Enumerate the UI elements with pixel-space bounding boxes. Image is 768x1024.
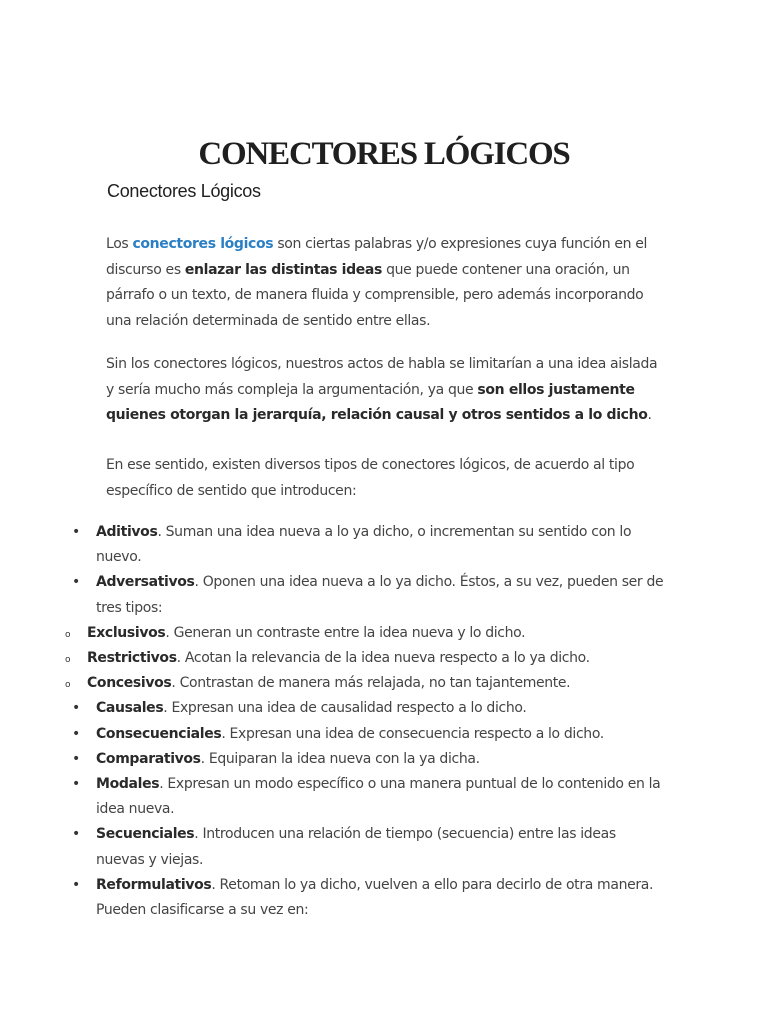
item-desc: . Contrastan de manera más relajada, no tan tajantemente. — [171, 675, 571, 692]
sub-list-item — [0, 646, 667, 671]
item-term: Restrictivos — [87, 650, 177, 667]
item-term: Adversativos — [96, 574, 195, 591]
sub-list-item — [0, 671, 667, 696]
conectores-link[interactable]: conectores lógicos — [132, 236, 274, 252]
list-item — [0, 873, 666, 923]
intro-paragraph — [106, 232, 666, 334]
list-item — [0, 822, 666, 872]
item-term: Secuenciales — [96, 826, 195, 843]
item-term: Modales — [96, 776, 160, 793]
item-term: Causales — [96, 700, 164, 717]
list-item — [0, 747, 666, 772]
item-desc: . Acotan la relevancia de la idea nueva respecto a lo ya dicho. — [176, 650, 590, 667]
section-heading: Conectores Lógicos — [107, 181, 261, 201]
item-desc: . Equiparan la idea nueva con la ya dicha. — [200, 750, 480, 767]
list-item — [0, 520, 666, 570]
item-term: Comparativos — [96, 750, 201, 767]
item-desc: . Retoman lo ya dicho, vuelven a ello para decirlo de otra manera. Pueden clasificarse a su vez en: — [96, 876, 654, 919]
text: Sin los conectores lógicos, nuestros actos de habla se limitarían a una idea aislada y sería mucho más compleja la argumentación, ya que — [106, 356, 658, 398]
third-paragraph: En ese sentido, existen diversos tipos de conectores lógicos, de acuerdo al tipo específico de sentido que introducen: — [106, 457, 635, 499]
text: Los — [106, 236, 133, 252]
item-desc: . Suman una idea nueva a lo ya dicho, o incrementan su sentido con lo nuevo. — [96, 524, 632, 566]
item-term: Exclusivos — [87, 624, 166, 641]
list-item — [0, 570, 666, 620]
item-term: Consecuenciales — [96, 725, 222, 742]
text: que puede contener una oración, un párrafo o un texto, de manera fluida y comprensible, pero además incorporando una relación determinada de sentido entre ellas. — [106, 261, 644, 329]
emphasis: enlazar las distintas ideas — [184, 261, 383, 278]
sub-list-item — [0, 621, 667, 646]
second-paragraph — [106, 352, 666, 429]
text: . — [647, 407, 652, 423]
list-item — [0, 722, 666, 747]
item-term: Concesivos — [87, 675, 172, 692]
item-desc: . Expresan una idea de causalidad respecto a lo dicho. — [163, 700, 527, 717]
page-title: CONECTORES LÓGICOS — [198, 136, 570, 173]
item-desc: . Generan un contraste entre la idea nueva y lo dicho. — [165, 624, 526, 641]
list-item — [0, 696, 666, 721]
emphasis: son ellos justamente quienes otorgan la jerarquía, relación causal y otros sentidos a lo dicho — [106, 381, 648, 423]
item-desc: . Introducen una relación de tiempo (secuencia) entre las ideas nuevas y viejas. — [96, 826, 616, 868]
text: son ciertas palabras y/o expresiones cuya función en el discurso es — [106, 236, 648, 278]
item-term: Reformulativos — [96, 876, 212, 893]
connector-types-list — [0, 520, 768, 923]
list-item — [0, 772, 666, 822]
item-term: Aditivos — [96, 524, 158, 540]
item-desc: . Expresan un modo específico o una manera puntual de lo contenido en la idea nueva. — [96, 776, 661, 818]
item-desc: . Expresan una idea de consecuencia respecto a lo dicho. — [221, 725, 604, 742]
item-desc: . Oponen una idea nueva a lo ya dicho. Éstos, a su vez, pueden ser de tres tipos: — [96, 574, 664, 616]
